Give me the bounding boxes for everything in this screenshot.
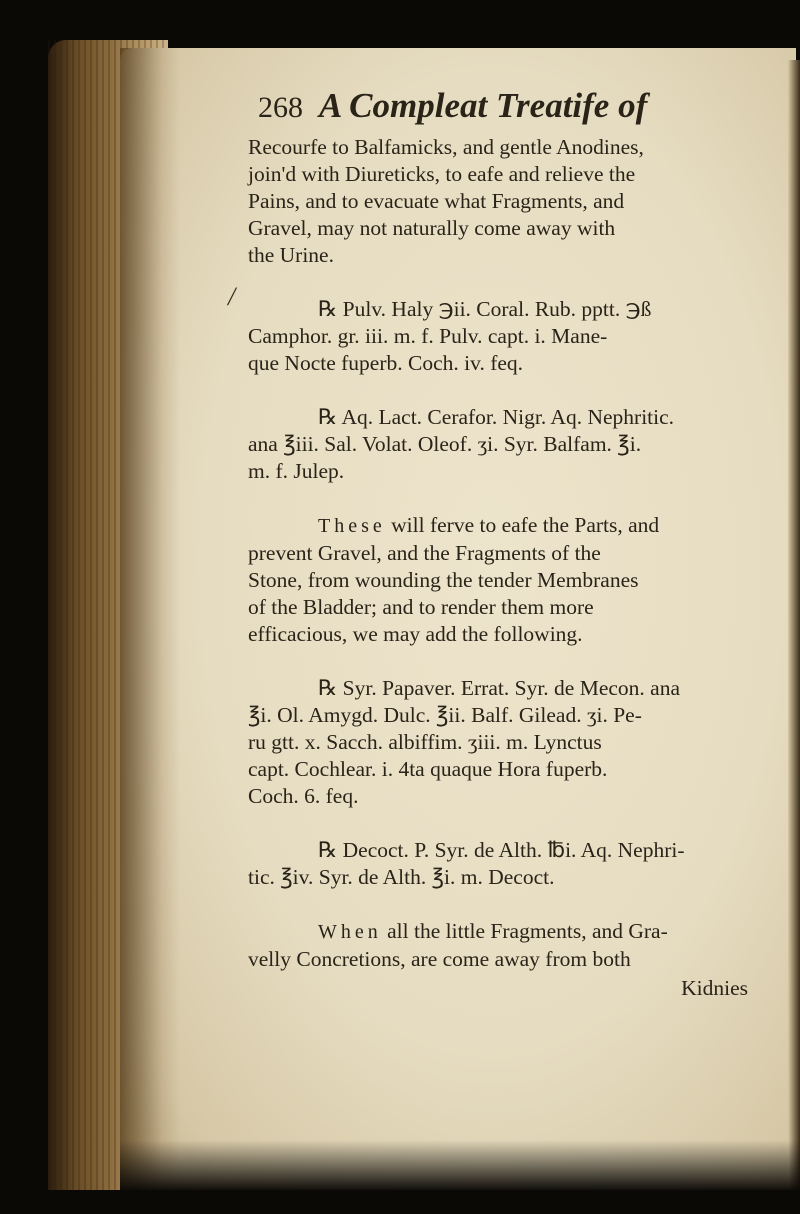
text-line: ℞ Decoct. P. Syr. de Alth. ℔i. Aq. Nephri- (318, 838, 685, 862)
text-line: ℞ Pulv. Haly ℈ii. Coral. Rub. pptt. ℈ß (318, 297, 652, 321)
recipe-julep (248, 404, 748, 485)
page-number: 268 (258, 91, 303, 124)
page-gutter-shadow (120, 48, 180, 1190)
recipe-powder (248, 296, 748, 377)
text-line: ℞ Syr. Papaver. Errat. Syr. de Mecon. ana (318, 676, 680, 700)
text-line: ℥i. Ol. Amygd. Dulc. ℥ii. Balf. Gilead. ʒi. Pe- (248, 703, 642, 727)
text-line: Pains, and to evacuate what Fragments, and (248, 189, 625, 213)
text-line: m. f. Julep. (248, 459, 345, 483)
text-line: will ferve to eafe the Parts, and (391, 513, 660, 537)
text-line: all the little Fragments, and Gra- (387, 919, 668, 943)
text-line: velly Concretions, are come away from both (248, 947, 631, 971)
paragraph-these (248, 512, 748, 648)
margin-mark: / (228, 282, 236, 311)
page-right-edge (788, 60, 800, 1190)
catchword: Kidnies (681, 976, 748, 1000)
text-line: Gravel, may not naturally come away with (248, 216, 616, 240)
recipe-lynctus (248, 675, 748, 810)
text-line: Coch. 6. feq. (248, 784, 359, 808)
text-line: ℞ Aq. Lact. Cerafor. Nigr. Aq. Nephritic. (318, 405, 675, 429)
running-title: A Compleat Treatife of (319, 86, 648, 125)
text-line: ana ℥iii. Sal. Volat. Oleof. ʒi. Syr. Balfam. ℥i. (248, 432, 642, 456)
text-line: Camphor. gr. iii. m. f. Pulv. capt. i. Mane- (248, 324, 608, 348)
text-line: Recourfe to Balfamicks, and gentle Anodines, (248, 135, 644, 159)
text-line: of the Bladder; and to render them more (248, 595, 594, 619)
small-caps-word: When (318, 921, 382, 943)
text-line: que Nocte fuperb. Coch. iv. feq. (248, 351, 524, 375)
text-line: the Urine. (248, 243, 334, 267)
paragraph-when (248, 918, 748, 973)
paragraph-recourse (248, 134, 748, 269)
small-caps-word: These (318, 515, 386, 537)
page-text (248, 86, 748, 1002)
text-line: prevent Gravel, and the Fragments of the (248, 541, 601, 565)
text-line: capt. Cochlear. i. 4ta quaque Hora fuperb. (248, 757, 608, 781)
text-line: efficacious, we may add the following. (248, 622, 583, 646)
recipe-decoction (248, 837, 748, 891)
text-line: tic. ℥iv. Syr. de Alth. ℥i. m. Decoct. (248, 865, 555, 889)
text-line: join'd with Diureticks, to eafe and relieve the (248, 162, 636, 186)
running-header (248, 86, 748, 128)
page-bottom-shadow (120, 1140, 800, 1214)
text-line: Stone, from wounding the tender Membranes (248, 568, 639, 592)
text-line: ru gtt. x. Sacch. albiffim. ʒiii. m. Lynctus (248, 730, 602, 754)
